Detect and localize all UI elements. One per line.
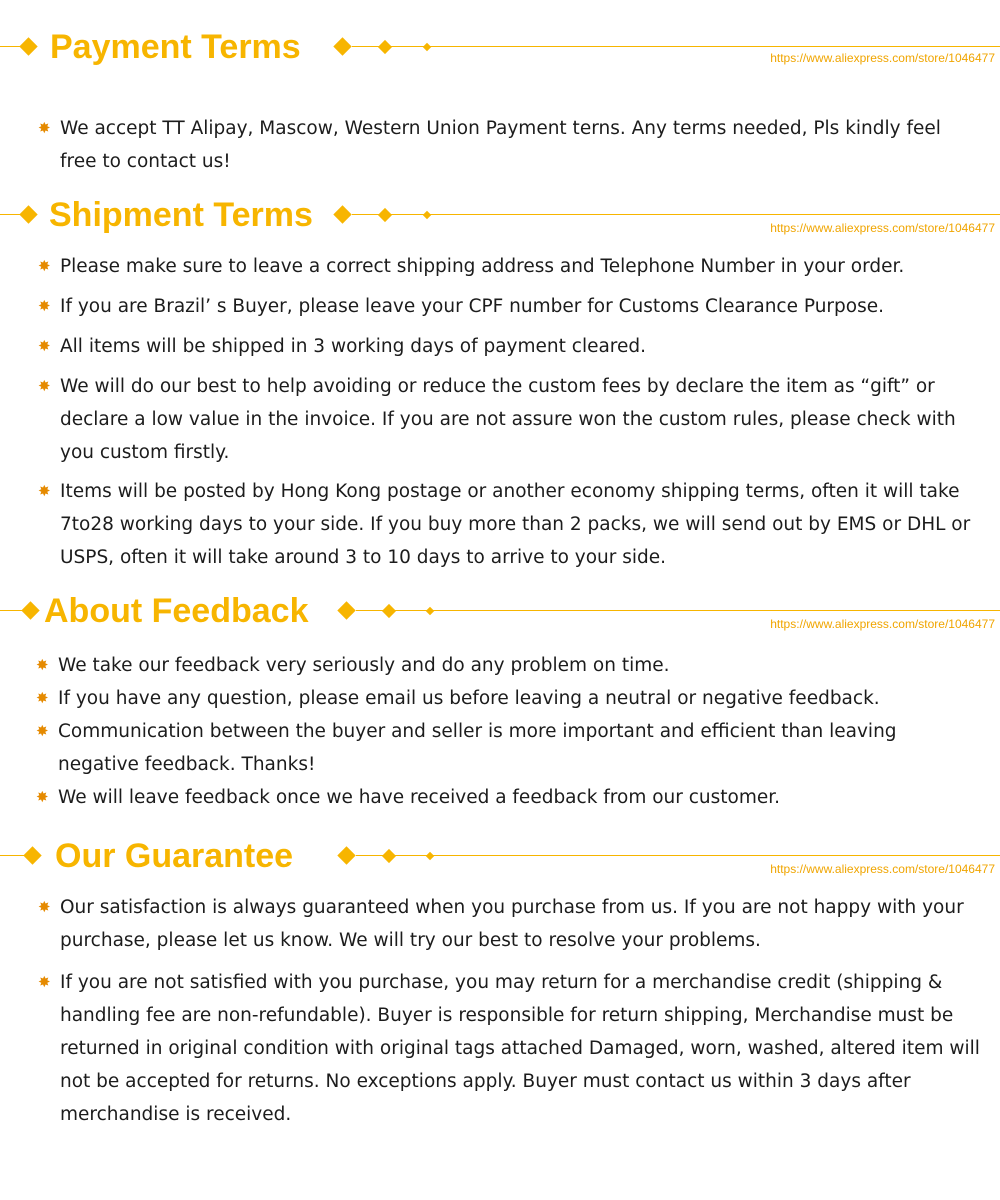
section-title: Shipment Terms	[49, 196, 313, 234]
bullet-star-icon: ✸	[38, 377, 51, 395]
list-item-text: If you have any question, please email us before leaving a neutral or negative feedback.	[58, 688, 880, 709]
bullet-star-icon: ✸	[38, 973, 51, 991]
bullet-star-icon: ✸	[38, 898, 51, 916]
header-rule-right	[430, 214, 1000, 215]
diamond-ornament-icon	[423, 211, 431, 219]
section-title: About Feedback	[44, 592, 309, 630]
diamond-ornament-icon	[378, 40, 392, 54]
bullet-star-icon: ✸	[38, 337, 51, 355]
diamond-ornament-icon	[426, 607, 434, 615]
list-item	[38, 330, 983, 363]
list-item-text: Items will be posted by Hong Kong postage or another economy shipping terms, often it will take 7to28 working days to your side. If you buy more than 2 packs, we will send out by EMS or DHL or USPS, often it will take around 3 to 10 days to arrive to your side.	[60, 481, 971, 568]
header-rule-right	[430, 855, 1000, 856]
store-url[interactable]: https://www.aliexpress.com/store/1046477	[770, 862, 995, 876]
bullet-star-icon: ✸	[38, 119, 51, 137]
list-item	[36, 781, 981, 814]
bullet-star-icon: ✸	[36, 722, 49, 740]
section-title: Our Guarantee	[55, 837, 294, 875]
list-item	[36, 649, 981, 682]
store-url[interactable]: https://www.aliexpress.com/store/1046477	[770, 51, 995, 65]
diamond-ornament-icon	[21, 601, 39, 619]
list-item-text: If you are not satisfied with you purchase, you may return for a merchandise credit (shipping & handling fee are non-refundable). Buyer is responsible for return shipping, Merchandise must be returned in original condition with original tags attached Damaged, worn, washed, altered item will not be accepted for returns. No exceptions apply. Buyer must contact us within 3 days after merchandise is received.	[60, 972, 980, 1125]
list-item	[38, 966, 983, 1131]
bullet-star-icon: ✸	[38, 482, 51, 500]
list-item-text: We will do our best to help avoiding or reduce the custom fees by declare the item as “gift” or declare a low value in the invoice. If you are not assure won the custom rules, please check with you custom firstly.	[60, 376, 956, 463]
list-item-text: We take our feedback very seriously and do any problem on time.	[58, 655, 670, 676]
list-item-text: All items will be shipped in 3 working days of payment cleared.	[60, 336, 647, 357]
diamond-ornament-icon	[423, 43, 431, 51]
diamond-ornament-icon	[19, 37, 37, 55]
diamond-ornament-icon	[337, 846, 355, 864]
list-item	[38, 112, 983, 178]
store-url[interactable]: https://www.aliexpress.com/store/1046477	[770, 617, 995, 631]
section-title: Payment Terms	[50, 28, 301, 66]
diamond-ornament-icon	[23, 846, 41, 864]
bullet-star-icon: ✸	[38, 297, 51, 315]
list-item-text: If you are Brazil’ s Buyer, please leave your CPF number for Customs Clearance Purpose.	[60, 296, 884, 317]
list-item-text: Our satisfaction is always guaranteed when you purchase from us. If you are not happy with your purchase, please let us know. We will try our best to resolve your problems.	[60, 897, 964, 951]
list-item-text: Communication between the buyer and seller is more important and efficient than leaving negative feedback. Thanks!	[58, 721, 897, 775]
list-item-text: Please make sure to leave a correct shipping address and Telephone Number in your order.	[60, 256, 905, 277]
diamond-ornament-icon	[19, 205, 37, 223]
list-item	[38, 290, 983, 323]
diamond-ornament-icon	[333, 37, 351, 55]
header-rule-right	[430, 46, 1000, 47]
bullet-star-icon: ✸	[38, 257, 51, 275]
header-rule-right	[430, 610, 1000, 611]
diamond-ornament-icon	[378, 208, 392, 222]
diamond-ornament-icon	[382, 604, 396, 618]
list-item-text: We accept TT Alipay, Mascow, Western Union Payment terns. Any terms needed, Pls kindly feel free to contact us!	[60, 118, 941, 172]
bullet-star-icon: ✸	[36, 656, 49, 674]
store-url[interactable]: https://www.aliexpress.com/store/1046477	[770, 221, 995, 235]
list-item	[36, 682, 981, 715]
list-item	[38, 370, 983, 469]
diamond-ornament-icon	[337, 601, 355, 619]
diamond-ornament-icon	[333, 205, 351, 223]
list-item	[38, 891, 983, 957]
list-item-text: We will leave feedback once we have received a feedback from our customer.	[58, 787, 781, 808]
diamond-ornament-icon	[382, 849, 396, 863]
list-item	[38, 475, 983, 574]
list-item	[36, 715, 981, 781]
list-item	[38, 250, 983, 283]
diamond-ornament-icon	[426, 852, 434, 860]
bullet-star-icon: ✸	[36, 689, 49, 707]
bullet-star-icon: ✸	[36, 788, 49, 806]
